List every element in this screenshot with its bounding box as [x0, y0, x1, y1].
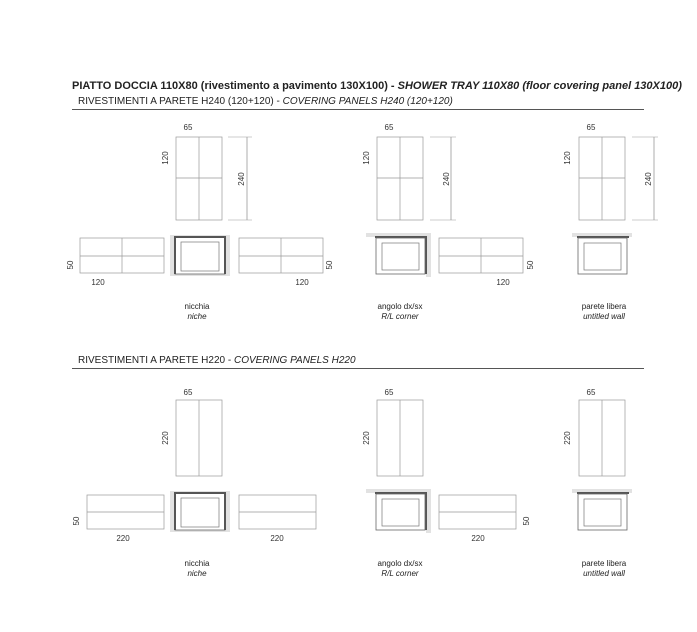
dim-height-label: 240: [442, 172, 451, 186]
dim-split-label: 120: [362, 151, 371, 165]
caption-corner-h220: angolo dx/sx R/L corner: [377, 559, 423, 578]
dim-depth-label: 50: [526, 260, 535, 270]
dim-width-label: 65: [384, 388, 394, 397]
elevation-niche-h220: [161, 388, 222, 476]
dim-length-label: 120: [295, 278, 309, 287]
caption-corner-h240: angolo dx/sx R/L corner: [377, 302, 423, 321]
dim-length-label: 220: [471, 534, 485, 543]
dim-width-label: 65: [586, 123, 596, 132]
dim-width-label: 65: [183, 123, 193, 132]
section-h240-drawings: [66, 123, 658, 287]
dim-depth-label: 50: [72, 516, 81, 526]
dim-height-label: 220: [362, 431, 371, 445]
section-h240-heading: RIVESTIMENTI A PARETE H240 (120+120) - COVERING PANELS H240 (120+120): [78, 96, 453, 107]
dim-split-label: 120: [563, 151, 572, 165]
plan-freewall-h220: [572, 489, 632, 530]
dim-height-label: 240: [237, 172, 246, 186]
elevation-freewall-h220: [563, 388, 625, 476]
dim-height-label: 240: [644, 172, 653, 186]
plan-corner-h220: [366, 489, 531, 543]
dim-depth-label: 50: [325, 260, 334, 270]
caption-niche-h220: nicchia niche: [184, 559, 210, 578]
dim-length-label: 120: [496, 278, 510, 287]
elevation-corner-h240: [362, 123, 456, 220]
caption-niche-h240: nicchia niche: [184, 302, 210, 321]
dim-width-label: 65: [183, 388, 193, 397]
dim-height-label: 220: [563, 431, 572, 445]
plan-freewall-h240: [572, 233, 632, 274]
plan-corner-h240: [366, 233, 535, 287]
caption-freewall-h220: parete libera untitled wall: [581, 559, 627, 578]
plan-niche-h220: [72, 491, 316, 543]
title-italian: PIATTO DOCCIA 110X80 (rivestimento a pavimento 130X100) -: [72, 80, 395, 92]
plan-niche-h240: [66, 235, 334, 287]
dim-height-label: 220: [161, 431, 170, 445]
dim-length-label: 220: [116, 534, 130, 543]
dim-width-label: 65: [384, 123, 394, 132]
elevation-corner-h220: [362, 388, 423, 476]
caption-freewall-h240: parete libera untitled wall: [581, 302, 627, 321]
section-h220-drawings: [72, 388, 632, 543]
dim-length-label: 120: [91, 278, 105, 287]
dim-split-label: 120: [161, 151, 170, 165]
dim-width-label: 65: [586, 388, 596, 397]
elevation-freewall-h240: [563, 123, 658, 220]
dim-depth-label: 50: [66, 260, 75, 270]
dim-depth-label: 50: [522, 516, 531, 526]
title-english: SHOWER TRAY 110X80 (floor covering panel 130X100): [397, 80, 682, 92]
dim-length-label: 220: [270, 534, 284, 543]
elevation-niche-h240: [161, 123, 252, 220]
section-h220-heading: RIVESTIMENTI A PARETE H220 - COVERING PANELS H220: [78, 355, 356, 366]
